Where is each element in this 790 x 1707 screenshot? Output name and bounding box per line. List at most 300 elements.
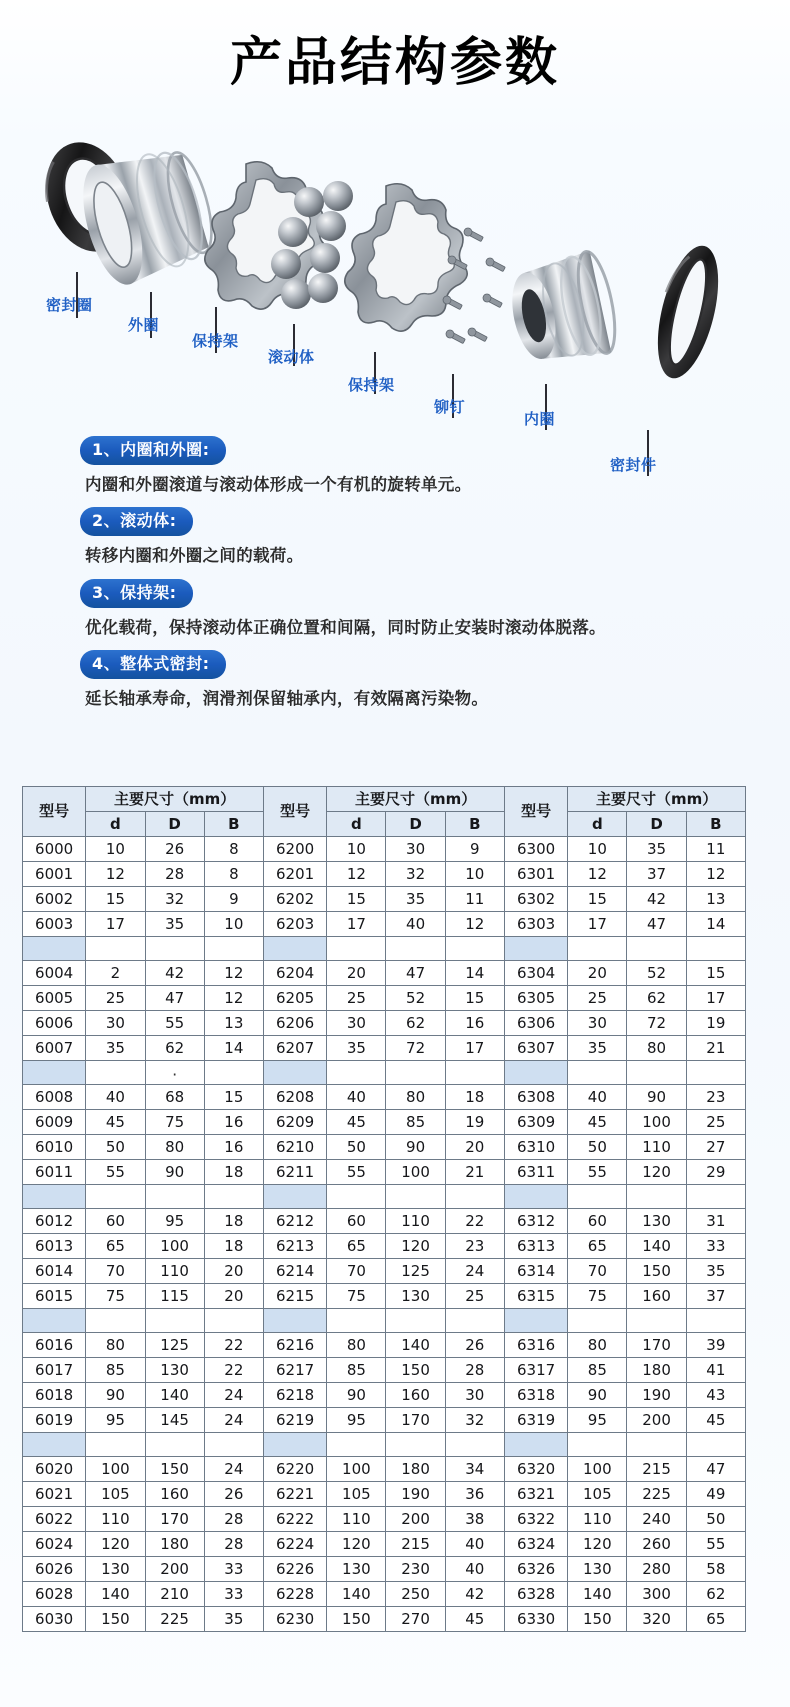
cell-d: 60	[327, 1209, 386, 1234]
cell-B: 8	[204, 862, 263, 887]
cell-B: 15	[445, 986, 504, 1011]
cell-model: 6318	[504, 1383, 567, 1408]
cell-D: 100	[145, 1234, 204, 1259]
cell-model: 6320	[504, 1457, 567, 1482]
cell-d: 12	[568, 862, 627, 887]
cell-model: 6211	[263, 1160, 326, 1185]
spacer-cell	[145, 937, 204, 961]
cell-B: 13	[204, 1011, 263, 1036]
table-row	[23, 1036, 746, 1061]
spacer-cell	[145, 1433, 204, 1457]
cell-d: 15	[86, 887, 145, 912]
cell-D: 180	[627, 1358, 686, 1383]
spacer-cell	[145, 1185, 204, 1209]
cell-D: 35	[145, 912, 204, 937]
feature-badge-3: 3、保持架:	[80, 579, 193, 608]
table-row	[23, 837, 746, 862]
cell-D: 40	[386, 912, 445, 937]
cell-d: 10	[327, 837, 386, 862]
feature-item-4	[80, 650, 720, 709]
cell-d: 100	[568, 1457, 627, 1482]
cell-B: 16	[445, 1011, 504, 1036]
cell-D: 180	[145, 1532, 204, 1557]
cell-D: 180	[386, 1457, 445, 1482]
cell-D: 72	[386, 1036, 445, 1061]
cell-D: 90	[386, 1135, 445, 1160]
cell-B: 55	[686, 1532, 745, 1557]
spacer-cell	[445, 937, 504, 961]
cell-model: 6330	[504, 1607, 567, 1632]
cell-B: 14	[204, 1036, 263, 1061]
spec-table-head	[23, 787, 746, 837]
cell-B: 13	[686, 887, 745, 912]
header-sub-B-2: B	[445, 812, 504, 837]
cell-D: 170	[386, 1408, 445, 1433]
cell-d: 10	[568, 837, 627, 862]
cell-D: 190	[386, 1482, 445, 1507]
cell-model: 6200	[263, 837, 326, 862]
cell-model: 6012	[23, 1209, 86, 1234]
spacer-cell	[204, 937, 263, 961]
cell-d: 30	[86, 1011, 145, 1036]
cell-d: 40	[86, 1085, 145, 1110]
spacer-cell	[86, 1185, 145, 1209]
cell-d: 70	[327, 1259, 386, 1284]
cell-D: 52	[627, 961, 686, 986]
cell-d: 90	[327, 1383, 386, 1408]
table-row	[23, 1532, 746, 1557]
cell-D: 52	[386, 986, 445, 1011]
cell-B: 11	[445, 887, 504, 912]
cell-D: 125	[386, 1259, 445, 1284]
cell-model: 6316	[504, 1333, 567, 1358]
part-inner-ring-graphic	[504, 248, 622, 370]
cell-D: 110	[145, 1259, 204, 1284]
cell-d: 75	[86, 1284, 145, 1309]
cell-B: 40	[445, 1557, 504, 1582]
cell-d: 95	[568, 1408, 627, 1433]
cell-D: 62	[386, 1011, 445, 1036]
cell-B: 15	[204, 1085, 263, 1110]
cell-model: 6307	[504, 1036, 567, 1061]
cell-d: 45	[86, 1110, 145, 1135]
cell-B: 27	[686, 1135, 745, 1160]
header-dims-1: 主要尺寸（mm）	[86, 787, 264, 812]
cell-D: 150	[386, 1358, 445, 1383]
feature-item-1	[80, 436, 720, 495]
cell-D: 240	[627, 1507, 686, 1532]
spacer-cell	[686, 1309, 745, 1333]
cell-d: 15	[568, 887, 627, 912]
bearing-parts-illustration	[0, 112, 790, 492]
cell-model: 6311	[504, 1160, 567, 1185]
cell-model: 6313	[504, 1234, 567, 1259]
cell-B: 65	[686, 1607, 745, 1632]
spacer-model-cell	[263, 1185, 326, 1209]
cell-model: 6016	[23, 1333, 86, 1358]
cell-D: 110	[386, 1209, 445, 1234]
header-sub-d-3: d	[568, 812, 627, 837]
cell-model: 6328	[504, 1582, 567, 1607]
cell-model: 6201	[263, 862, 326, 887]
cell-model: 6013	[23, 1234, 86, 1259]
cell-D: 270	[386, 1607, 445, 1632]
cell-model: 6302	[504, 887, 567, 912]
cell-model: 6309	[504, 1110, 567, 1135]
cell-model: 6310	[504, 1135, 567, 1160]
cell-model: 6314	[504, 1259, 567, 1284]
table-row	[23, 1135, 746, 1160]
spec-table-header-row-1	[23, 787, 746, 812]
cell-D: 190	[627, 1383, 686, 1408]
spacer-model-cell	[504, 937, 567, 961]
label-cage-left: 保持架	[192, 331, 239, 350]
cell-B: 50	[686, 1507, 745, 1532]
cell-D: 90	[627, 1085, 686, 1110]
cell-D: 30	[386, 837, 445, 862]
cell-d: 45	[568, 1110, 627, 1135]
cell-D: 140	[386, 1333, 445, 1358]
cell-model: 6024	[23, 1532, 86, 1557]
cell-D: 170	[627, 1333, 686, 1358]
cell-D: 225	[145, 1607, 204, 1632]
cell-d: 80	[86, 1333, 145, 1358]
cell-B: 12	[204, 961, 263, 986]
cell-d: 25	[86, 986, 145, 1011]
header-dims-2: 主要尺寸（mm）	[327, 787, 505, 812]
cell-D: 150	[627, 1259, 686, 1284]
cell-D: 47	[386, 961, 445, 986]
cell-model: 6312	[504, 1209, 567, 1234]
spacer-cell	[145, 1309, 204, 1333]
spacer-model-cell	[504, 1433, 567, 1457]
cell-model: 6203	[263, 912, 326, 937]
cell-D: 125	[145, 1333, 204, 1358]
spacer-cell	[627, 1309, 686, 1333]
cell-d: 85	[327, 1358, 386, 1383]
table-row	[23, 1110, 746, 1135]
cell-B: 33	[686, 1234, 745, 1259]
feature-body-1: 内圈和外圈滚道与滚动体形成一个有机的旋转单元。	[85, 475, 472, 494]
cell-d: 50	[86, 1135, 145, 1160]
table-row	[23, 1085, 746, 1110]
cell-d: 55	[327, 1160, 386, 1185]
cell-D: 35	[386, 887, 445, 912]
cell-B: 14	[445, 961, 504, 986]
spacer-cell	[204, 1433, 263, 1457]
cell-model: 6007	[23, 1036, 86, 1061]
spacer-model-cell	[23, 1061, 86, 1085]
cell-d: 12	[86, 862, 145, 887]
cell-d: 55	[568, 1160, 627, 1185]
cell-B: 12	[204, 986, 263, 1011]
spacer-cell	[327, 1061, 386, 1085]
cell-model: 6217	[263, 1358, 326, 1383]
cell-d: 105	[327, 1482, 386, 1507]
cell-d: 140	[327, 1582, 386, 1607]
cell-d: 2	[86, 961, 145, 986]
cell-B: 17	[686, 986, 745, 1011]
label-seal-part: 密封件	[610, 455, 657, 474]
cell-B: 38	[445, 1507, 504, 1532]
spacer-cell	[386, 1433, 445, 1457]
cell-d: 17	[327, 912, 386, 937]
spacer-cell	[386, 1061, 445, 1085]
table-row	[23, 1482, 746, 1507]
cell-d: 15	[327, 887, 386, 912]
cell-D: 225	[627, 1482, 686, 1507]
cell-B: 22	[204, 1333, 263, 1358]
cell-model: 6208	[263, 1085, 326, 1110]
table-row	[23, 961, 746, 986]
spacer-cell	[86, 937, 145, 961]
cell-B: 19	[686, 1011, 745, 1036]
spacer-cell	[145, 1061, 204, 1085]
cell-d: 35	[568, 1036, 627, 1061]
table-row	[23, 986, 746, 1011]
cell-D: 68	[145, 1085, 204, 1110]
cell-D: 72	[627, 1011, 686, 1036]
cell-D: 32	[386, 862, 445, 887]
cell-D: 62	[627, 986, 686, 1011]
cell-model: 6209	[263, 1110, 326, 1135]
cell-model: 6019	[23, 1408, 86, 1433]
spacer-cell	[204, 1309, 263, 1333]
cell-D: 130	[386, 1284, 445, 1309]
cell-model: 6015	[23, 1284, 86, 1309]
cell-d: 85	[86, 1358, 145, 1383]
cell-model: 6226	[263, 1557, 326, 1582]
cell-D: 100	[386, 1160, 445, 1185]
cell-model: 6017	[23, 1358, 86, 1383]
cell-d: 100	[327, 1457, 386, 1482]
cell-d: 12	[327, 862, 386, 887]
spacer-cell	[327, 937, 386, 961]
cell-B: 28	[204, 1507, 263, 1532]
table-spacer-row	[23, 1061, 746, 1085]
cell-D: 32	[145, 887, 204, 912]
cell-model: 6014	[23, 1259, 86, 1284]
feature-body-4: 延长轴承寿命，润滑剂保留轴承内，有效隔离污染物。	[85, 689, 489, 709]
cell-model: 6022	[23, 1507, 86, 1532]
cell-D: 80	[386, 1085, 445, 1110]
table-row	[23, 1557, 746, 1582]
cell-d: 110	[86, 1507, 145, 1532]
cell-model: 6009	[23, 1110, 86, 1135]
cell-d: 105	[86, 1482, 145, 1507]
cell-d: 105	[568, 1482, 627, 1507]
cell-B: 9	[445, 837, 504, 862]
cell-model: 6228	[263, 1582, 326, 1607]
cell-B: 20	[204, 1259, 263, 1284]
cell-B: 10	[445, 862, 504, 887]
spacer-model-cell	[23, 1309, 86, 1333]
spacer-cell	[445, 1433, 504, 1457]
cell-B: 42	[445, 1582, 504, 1607]
cell-D: 37	[627, 862, 686, 887]
header-sub-D-1: D	[145, 812, 204, 837]
cell-B: 16	[204, 1110, 263, 1135]
cell-B: 33	[204, 1557, 263, 1582]
cell-B: 30	[445, 1383, 504, 1408]
cell-d: 30	[568, 1011, 627, 1036]
cell-B: 24	[445, 1259, 504, 1284]
cell-d: 30	[327, 1011, 386, 1036]
cell-D: 28	[145, 862, 204, 887]
cell-B: 35	[686, 1259, 745, 1284]
cell-d: 85	[568, 1358, 627, 1383]
cell-B: 22	[445, 1209, 504, 1234]
cell-B: 49	[686, 1482, 745, 1507]
spacer-cell	[627, 1185, 686, 1209]
spacer-model-cell	[504, 1309, 567, 1333]
cell-model: 6324	[504, 1532, 567, 1557]
cell-d: 35	[86, 1036, 145, 1061]
table-row	[23, 1457, 746, 1482]
table-row	[23, 912, 746, 937]
cell-d: 35	[327, 1036, 386, 1061]
header-sub-d-2: d	[327, 812, 386, 837]
cell-model: 6216	[263, 1333, 326, 1358]
table-spacer-row	[23, 1433, 746, 1457]
header-sub-B-1: B	[204, 812, 263, 837]
spacer-model-cell	[23, 937, 86, 961]
cell-B: 24	[204, 1383, 263, 1408]
spacer-cell	[204, 1185, 263, 1209]
cell-B: 62	[686, 1582, 745, 1607]
cell-model: 6002	[23, 887, 86, 912]
cell-D: 130	[145, 1358, 204, 1383]
table-row	[23, 1160, 746, 1185]
cell-D: 47	[145, 986, 204, 1011]
table-spacer-row	[23, 1309, 746, 1333]
cell-D: 145	[145, 1408, 204, 1433]
cell-D: 62	[145, 1036, 204, 1061]
feature-badge-2: 2、滚动体:	[80, 507, 193, 536]
cell-model: 6202	[263, 887, 326, 912]
cell-B: 29	[686, 1160, 745, 1185]
cell-model: 6218	[263, 1383, 326, 1408]
spacer-cell	[327, 1185, 386, 1209]
cell-B: 58	[686, 1557, 745, 1582]
spacer-model-cell	[263, 1061, 326, 1085]
cell-D: 120	[627, 1160, 686, 1185]
feature-list	[80, 436, 720, 722]
cell-B: 9	[204, 887, 263, 912]
cell-D: 160	[145, 1482, 204, 1507]
table-spacer-row	[23, 937, 746, 961]
spacer-cell	[686, 1185, 745, 1209]
cell-B: 35	[204, 1607, 263, 1632]
spacer-cell	[445, 1309, 504, 1333]
cell-B: 40	[445, 1532, 504, 1557]
cell-d: 95	[86, 1408, 145, 1433]
cell-model: 6011	[23, 1160, 86, 1185]
header-sub-B-3: B	[686, 812, 745, 837]
cell-D: 260	[627, 1532, 686, 1557]
header-sub-d-1: d	[86, 812, 145, 837]
cell-model: 6220	[263, 1457, 326, 1482]
spacer-cell	[327, 1309, 386, 1333]
spacer-model-cell	[504, 1061, 567, 1085]
cell-model: 6221	[263, 1482, 326, 1507]
cell-d: 120	[86, 1532, 145, 1557]
cell-d: 140	[86, 1582, 145, 1607]
cell-d: 120	[568, 1532, 627, 1557]
spacer-model-cell	[263, 937, 326, 961]
cell-d: 60	[86, 1209, 145, 1234]
cell-D: 215	[627, 1457, 686, 1482]
cell-model: 6317	[504, 1358, 567, 1383]
cell-d: 150	[568, 1607, 627, 1632]
cell-D: 160	[627, 1284, 686, 1309]
table-row	[23, 1333, 746, 1358]
spacer-cell	[686, 937, 745, 961]
cell-D: 85	[386, 1110, 445, 1135]
spacer-cell	[445, 1185, 504, 1209]
cell-B: 15	[686, 961, 745, 986]
table-row	[23, 862, 746, 887]
spacer-cell	[204, 1061, 263, 1085]
cell-B: 18	[445, 1085, 504, 1110]
cell-d: 100	[86, 1457, 145, 1482]
bearing-exploded-diagram	[0, 112, 790, 492]
cell-D: 200	[627, 1408, 686, 1433]
label-inner-ring: 内圈	[524, 409, 556, 428]
cell-B: 45	[686, 1408, 745, 1433]
cell-D: 230	[386, 1557, 445, 1582]
spacer-cell	[327, 1433, 386, 1457]
table-spacer-row	[23, 1185, 746, 1209]
cell-model: 6321	[504, 1482, 567, 1507]
cell-B: 24	[204, 1408, 263, 1433]
header-model-1: 型号	[23, 787, 86, 837]
table-row	[23, 1259, 746, 1284]
cell-d: 95	[327, 1408, 386, 1433]
cell-B: 18	[204, 1209, 263, 1234]
cell-D: 100	[627, 1110, 686, 1135]
cell-model: 6306	[504, 1011, 567, 1036]
cell-d: 70	[86, 1259, 145, 1284]
cell-d: 110	[327, 1507, 386, 1532]
cell-D: 250	[386, 1582, 445, 1607]
cell-model: 6028	[23, 1582, 86, 1607]
spacer-cell	[86, 1433, 145, 1457]
cell-d: 10	[86, 837, 145, 862]
cell-model: 6301	[504, 862, 567, 887]
cell-B: 32	[445, 1408, 504, 1433]
spacer-cell	[686, 1061, 745, 1085]
cell-B: 20	[445, 1135, 504, 1160]
cell-model: 6020	[23, 1457, 86, 1482]
cell-model: 6213	[263, 1234, 326, 1259]
cell-model: 6001	[23, 862, 86, 887]
cell-B: 23	[686, 1085, 745, 1110]
cell-d: 25	[327, 986, 386, 1011]
label-rivet: 铆钉	[434, 397, 466, 416]
cell-model: 6215	[263, 1284, 326, 1309]
spacer-cell	[568, 1185, 627, 1209]
cell-D: 42	[627, 887, 686, 912]
cell-model: 6308	[504, 1085, 567, 1110]
cell-B: 16	[204, 1135, 263, 1160]
cell-D: 55	[145, 1011, 204, 1036]
cell-B: 23	[445, 1234, 504, 1259]
cell-model: 6021	[23, 1482, 86, 1507]
cell-model: 6005	[23, 986, 86, 1011]
cell-B: 18	[204, 1234, 263, 1259]
cell-B: 25	[445, 1284, 504, 1309]
